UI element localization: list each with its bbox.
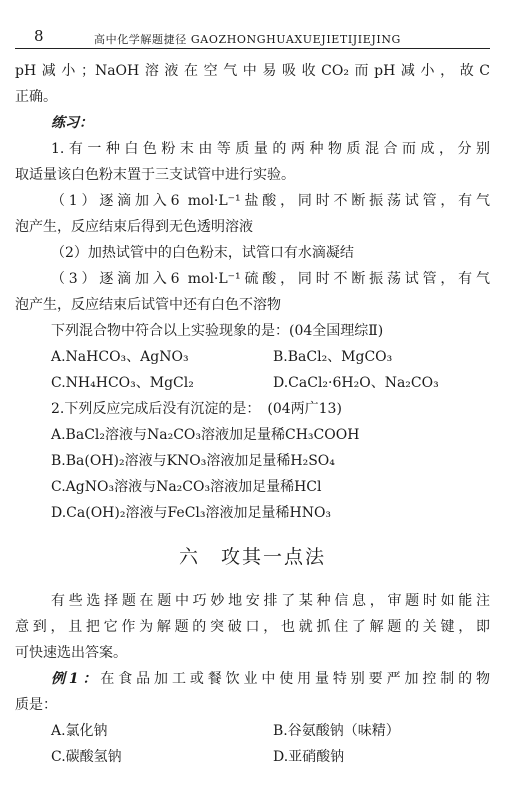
practice-label: 练习：	[51, 115, 93, 131]
page-header	[0, 0, 505, 50]
option-d: D.CaCl₂·6H₂O、Na₂CO₃	[273, 375, 439, 391]
option-c: C.NH₄HCO₃、MgCl₂	[51, 375, 194, 391]
example-text: 在食品加工或餐饮业中使用量特别要严加控制的物	[100, 671, 490, 687]
experiment-1-line: 泡产生，反应结束后得到无色透明溶液	[15, 219, 253, 235]
example-line: 质是：	[15, 697, 57, 713]
option-row	[15, 370, 490, 396]
question-2-prompt: 2.下列反应完成后没有沉淀的是： (04两广13)	[51, 401, 342, 417]
option-d: D.Ca(OH)₂溶液与FeCl₃溶液加足量稀HNO₃	[51, 505, 332, 521]
question-1-prompt: 下列混合物中符合以上实验现象的是：(04全国理综Ⅱ)	[51, 323, 384, 339]
experiment-2-line: （2）加热试管中的白色粉末，试管口有水滴凝结	[51, 245, 354, 261]
option-a: A.BaCl₂溶液与Na₂CO₃溶液加足量稀CH₃COOH	[51, 427, 360, 443]
example-line	[15, 666, 490, 692]
example-label: 例1：	[51, 671, 101, 687]
paragraph-line: 有些选择题在题中巧妙地安排了某种信息，审题时如能注	[51, 593, 490, 609]
page-number: 8	[34, 27, 45, 45]
paragraph-line: 意到，且把它作为解题的突破口，也就抓住了解题的关键，即	[15, 619, 490, 635]
option-row	[15, 718, 490, 744]
question-1-line: 1.有一种白色粉末由等质量的两种物质混合而成，分别	[51, 141, 490, 157]
option-c: C.碳酸氢钠	[51, 749, 122, 765]
option-b: B.BaCl₂、MgCO₃	[273, 349, 393, 365]
text-line: 正确。	[15, 89, 57, 105]
running-head: 高中化学解题捷径 GAOZHONGHUAXUEJIETIJIEJING	[94, 33, 401, 46]
option-row	[15, 744, 490, 770]
experiment-1-line: （1）逐滴加入6 mol·L⁻¹盐酸，同时不断振荡试管，有气	[51, 193, 490, 209]
text-line: pH减小；NaOH溶液在空气中易吸收CO₂而pH减小，故C	[15, 63, 490, 79]
question-1-line: 取适量该白色粉末置于三支试管中进行实验。	[15, 167, 295, 183]
page-body	[15, 58, 490, 770]
header-rule	[15, 48, 490, 49]
option-row	[15, 344, 490, 370]
experiment-3-line: 泡产生，反应结束后试管中还有白色不溶物	[15, 297, 281, 313]
section-title: 六 攻其一点法	[178, 546, 326, 568]
option-b: B.Ba(OH)₂溶液与KNO₃溶液加足量稀H₂SO₄	[51, 453, 335, 469]
option-a: A.氯化钠	[51, 723, 108, 739]
option-d: D.亚硝酸钠	[273, 749, 345, 765]
paragraph-line: 可快速选出答案。	[15, 645, 127, 661]
option-b: B.谷氨酸钠（味精）	[273, 723, 400, 739]
experiment-3-line: （3）逐滴加入6 mol·L⁻¹硫酸，同时不断振荡试管，有气	[51, 271, 490, 287]
option-a: A.NaHCO₃、AgNO₃	[51, 349, 189, 365]
option-c: C.AgNO₃溶液与Na₂CO₃溶液加足量稀HCl	[51, 479, 322, 495]
